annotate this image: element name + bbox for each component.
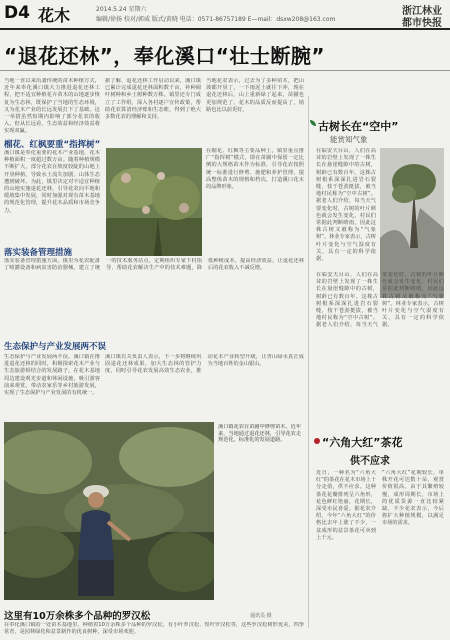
farmer-photo-image — [4, 422, 214, 600]
main-headline: “退花还林”，奉化溪口“壮士断腕” — [4, 44, 326, 68]
sidebar-text-1: 在临安天目山，人们在高耸的岩壁上发现了一株生长在悬崖缝隙中的古树，树龄已有数百年。这株古树根系深深扎进岩石裂缝，枝干苍劲挺拔，被当地村民称为“空中古树”。据老人们介绍，每当天气要变化时，古树的叶片颜色就会发生变化，村民们常据此判断晴雨，因此这株古树又被称为“气象树”。林业专家表示，古树叶片变化与空气湿度有关，具有一定的科学依据。 — [316, 148, 376, 263]
article-column-6: 生态保护与产业发展两不误。溪口镇在推进退花还林的同时，积极探索花木产业与生态旅游相结合的发展路子，在花木基地周边建设观光步道和休闲设施，吸引游客前来观赏，带动农家乐等乡村旅游发展，实现了生态保护与产业发展的有机统一。 — [4, 354, 100, 397]
subhead-2: 落实装备管理措施 — [4, 248, 73, 258]
article-photo-farmer — [4, 422, 214, 600]
flower-photo-image — [106, 148, 202, 256]
sidebar-subhead-1: 能赏知气象 — [330, 135, 368, 144]
photo-credit: 通讯员 摄 — [250, 613, 272, 619]
header-date: 2014.5.24 星期六 — [96, 6, 147, 13]
sidebar-text-3: “六角大红”花期较长，单株开花可达数十朵，观赏价值很高。由于其繁殖较慢，成形周期长，市场上的优质货源一直比较紧缺。不少花农表示，今后将扩大种植规模，以满足市场的需求。 — [382, 470, 444, 527]
bottom-headline: 这里有10万余株多个品种的罗汉松 — [4, 611, 151, 622]
article-column-1: 溪口镇是奉化重要的花木产业基地，花木种植面积一度超过数万亩。随着种植规模不断扩大，部分花农在坡度较陡的山地上开垦种植，导致水土流失加剧，山体生态遭到破坏。为此，镇里决定对不适宜种植的山地实施退花还林，引导花农向平地和缓坡集中发展，同时加强对现有苗木基地的规范化管理，提升花木品质和市场竞争力。 — [4, 150, 100, 214]
headline-divider — [0, 70, 450, 71]
page-header — [0, 0, 450, 30]
bottom-story-text: 在奉化溪口镇的一处苗木基地里，种植着10万余株多个品种的罗汉松，有小叶罗汉松、短叶罗汉松等，这些罗汉松树形优美，四季常青，是园林绿化和盆景制作的优良树种，深受市场欢迎。 — [4, 622, 304, 636]
sidebar-text-1b: 在临安天目山，人们在高耸的岩壁上发现了一株生长在悬崖缝隙中的古树，树龄已有数百年。这株古树根系深深扎进岩石裂缝，枝干苍劲挺拔，被当地村民称为“空中古树”。据老人们介绍，每当天气要变化时，古树的叶片颜色就会发生变化，村民们常据此判断晴雨，因此这株古树又被称为“气象树”。林业专家表示，古树叶片变化与空气湿度有关，具有一定的科学依据。 — [316, 272, 444, 329]
article-column-7: 溪口镇有关负责人表示，下一步将继续巩固退花还林成果，加大生态林的管护力度，同时引导花农发展高效生态农业，推动花木产业转型升级，让青山绿水真正成为当地百姓的金山银山。 — [105, 354, 304, 375]
section-title: 花木 — [38, 6, 71, 25]
subhead-3: 生态保护与产业发展两不误 — [4, 342, 107, 352]
sidebar-subhead-2: 供不应求 — [350, 456, 390, 467]
page-number: D4 — [4, 3, 30, 23]
newspaper-logo: 都市快报 — [402, 18, 442, 29]
header-paper-name: 浙江林业 — [402, 6, 442, 17]
flower-icon — [314, 438, 320, 444]
sidebar-text-2: 近日，一种名为“六角大红”的茶花在花木市场上十分走俏，供不应求。这种茶花花瓣排列呈六角形，花色鲜红艳丽，花期长，深受市民喜爱。据花农介绍，今年“六角大红”的价格比去年上涨了不少，一盆成形的盆景茶花可卖到上千元。 — [316, 470, 376, 541]
header-editor-info: 编辑/徐扬 校对/郭威 版式/黄晓 电话：0571-86757189 E—mail：dsxw208@163.com — [96, 16, 336, 23]
article-column-2: 据了解，退花还林工作启动以来，溪口镇已累计完成退花还林面积数千亩，补种阔叶树种和乡土树种数万株。镇里还专门成立了工作组，深入各村逐户宣传政策，帮助花农算清经济账和生态账，得到了绝大多数花农的理解和支持。 — [105, 78, 201, 121]
sidebar-headline-1: 古树长在“空中” — [318, 120, 399, 133]
sidebar-headline-2: “六角大红”茶花 — [322, 436, 403, 449]
subhead-1: 榴花、红枫要重“指挥树” — [4, 140, 101, 150]
article-column-5: 落实装备管理措施方面，镇里为花农配备了喷灌设备和病虫害防治器械，建立了统一的技术服务站点，定期组织专家下村指导，帮助花农解决生产中的技术难题，降低种植成本，提高经济效益，让退花还林后的花农收入不减反增。 — [4, 258, 304, 272]
article-column-3: 当地花农表示，过去为了多种苗木，把山坡都开垦了，一下雨泥土就往下冲，现在退花还林后，山上重新绿了起来，苗圃也更加规范了，花木的品质反而提高了，销路也比以前更好。 — [206, 78, 304, 113]
article-lead: 当地一直以来沿袭传统的苗木种植方式，近年来奉化溪口镇大力推进退花还林工程，把不适宜种植花卉苗木的山地逐步恢复为生态林，既保护了当地的生态环境，又为花木产业的长远发展打下了基础。这一举措虽然短期内影响了部分花农的收入，但从长远看，生态效益和经济效益将实现双赢。 — [4, 78, 100, 134]
article-column-4: 在榴花、红枫等主要品种上，镇里重点推广“指挥树”模式，即在苗圃中保留一定比例的大规格苗木作为标准，引导花农按照统一标准进行修剪、施肥和养护管理，提高整体苗木的规格和档次，打造溪口花木的品牌形象。 — [206, 148, 304, 191]
photo-caption: 溪口镇花农在苗圃中修剪苗木。近年来，当地通过退花还林，引导花农走规范化、标准化的发展道路。 — [218, 424, 302, 444]
article-photo-flowers — [106, 148, 202, 256]
